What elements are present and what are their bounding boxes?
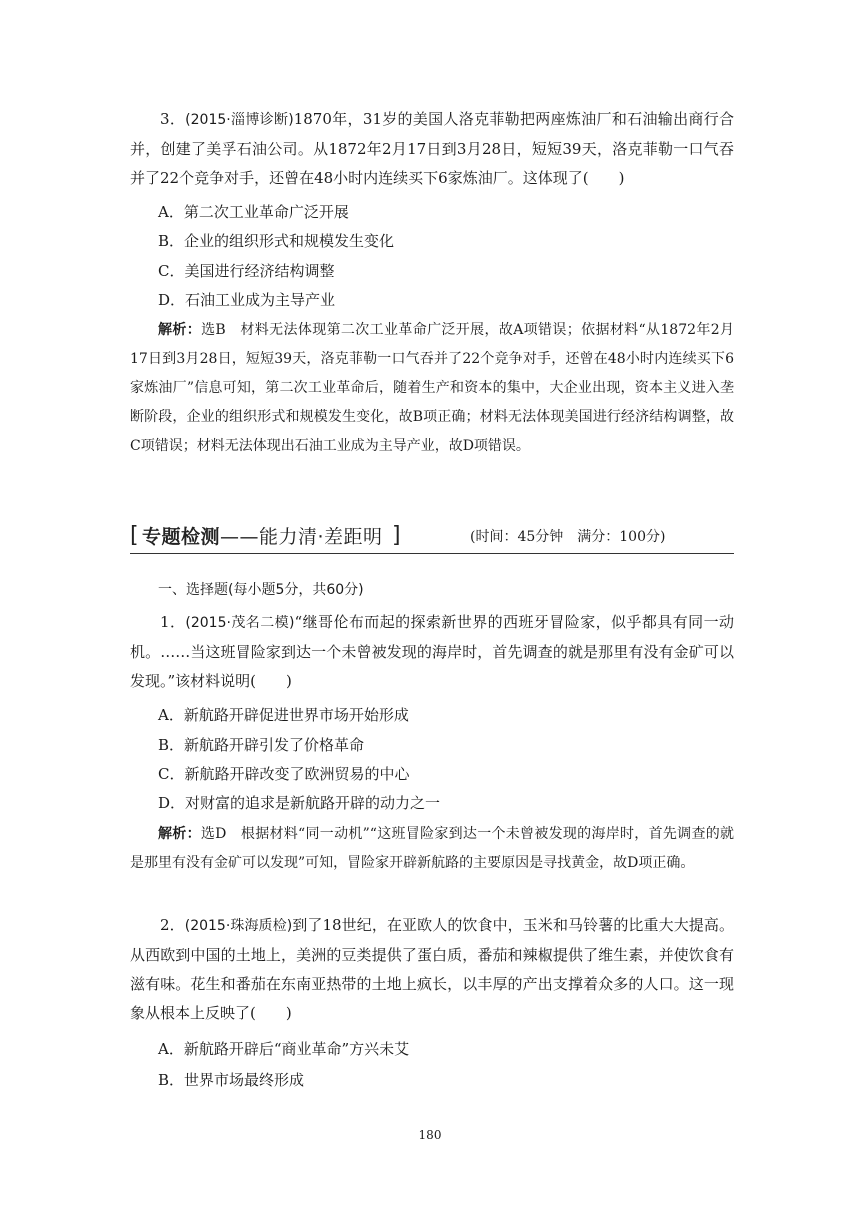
q1-option-c: C．新航路开辟改变了欧洲贸易的中心: [158, 765, 410, 783]
group-title: 一、选择题(每小题5分，共60分): [158, 582, 364, 598]
q3-analysis-label: 解析：: [158, 322, 202, 338]
q3-number: 3．: [160, 110, 186, 128]
q2-number: 2．: [160, 916, 185, 934]
q2-stem-text: 到了18世纪，在亚欧人的饮食中，玉米和马铃薯的比重大大提高。从西欧到中国的土地上，美洲的豆类提供了蛋白质，番茄和辣椒提供了维生素，并使饮食有滋有味。花生和番茄在东南亚热带的土地上疯长，以丰厚的产出支撑着众多的人口。这一现象从根本上反映了( ): [130, 916, 734, 1022]
q1-analysis: [130, 820, 734, 878]
section-header: [130, 521, 734, 555]
q2-option-b: B．世界市场最终形成: [158, 1071, 305, 1089]
section-title-bold: 专题检测: [142, 526, 221, 548]
q3-analysis-text: 选B 材料无法体现第二次工业革命广泛开展，故A项错误；依据材料“从1872年2月17日到3月28日，短短39天，洛克菲勒一口气吞并了22个竞争对手，还曾在48小时内连续买下6家炼油厂”信息可知，第二次工业革命后，随着生产和资本的集中，大企业出现，资本主义进入垄断阶段，企业的组织形式和规模发生变化，故B项正确；材料无法体现美国进行经济结构调整，故C项错误；材料无法体现出石油工业成为主导产业，故D项错误。: [130, 322, 735, 454]
q3-stem-text: 1870年，31岁的美国人洛克菲勒把两座炼油厂和石油输出商行合并，创建了美孚石油公司。从1872年2月17日到3月28日，短短39天，洛克菲勒一口气吞并了22个竞争对手，还曾在48小时内连续买下6家炼油厂。这体现了( ): [130, 110, 734, 187]
q3-option-c: C．美国进行经济结构调整: [158, 262, 335, 280]
q3-option-d: D．石油工业成为主导产业: [158, 291, 336, 309]
q1-analysis-text: 选D 根据材料“同一动机”“这班冒险家到达一个未曾被发现的海岸时，首先调查的就是那里有没有金矿可以发现”可知，冒险家开辟新航路的主要原因是寻找黄金，故D项正确。: [130, 826, 735, 871]
q1-option-d: D．对财富的追求是新航路开辟的动力之一: [158, 794, 441, 812]
q3-option-a: A．第二次工业革命广泛开展: [158, 203, 349, 221]
q2-stem: [130, 911, 734, 1028]
section-open-bracket: [: [130, 523, 139, 548]
q3-stem: [130, 105, 734, 193]
section-meta: (时间：45分钟 满分：100分): [470, 529, 666, 545]
q1-option-b: B．新航路开辟引发了价格革命: [158, 736, 365, 754]
q3-source: (2015·淄博诊断): [185, 112, 294, 128]
section-title-rest: ——能力清·差距明: [220, 526, 383, 548]
q1-analysis-label: 解析：: [158, 826, 201, 842]
q1-source: (2015·茂名二模): [185, 615, 295, 631]
page-number: 180: [418, 1128, 442, 1142]
q1-number: 1．: [160, 613, 186, 631]
q2-source: (2015·珠海质检): [184, 918, 293, 934]
q1-stem: [130, 608, 734, 696]
q3-option-b: B．企业的组织形式和规模发生变化: [158, 232, 395, 250]
section-rule: [130, 553, 734, 554]
section-close-bracket: ]: [392, 523, 401, 548]
q1-option-a: A．新航路开辟促进世界市场开始形成: [158, 706, 409, 724]
q2-option-a: A．新航路开辟后“商业革命”方兴未艾: [158, 1040, 410, 1058]
section-title: [142, 522, 383, 552]
q3-analysis: [130, 316, 734, 461]
q1-stem-text: “继哥伦布而起的探索新世界的西班牙冒险家，似乎都具有同一动机。……当这班冒险家到达一个未曾被发现的海岸时，首先调查的就是那里有没有金矿可以发现。”该材料说明( ): [130, 613, 734, 690]
